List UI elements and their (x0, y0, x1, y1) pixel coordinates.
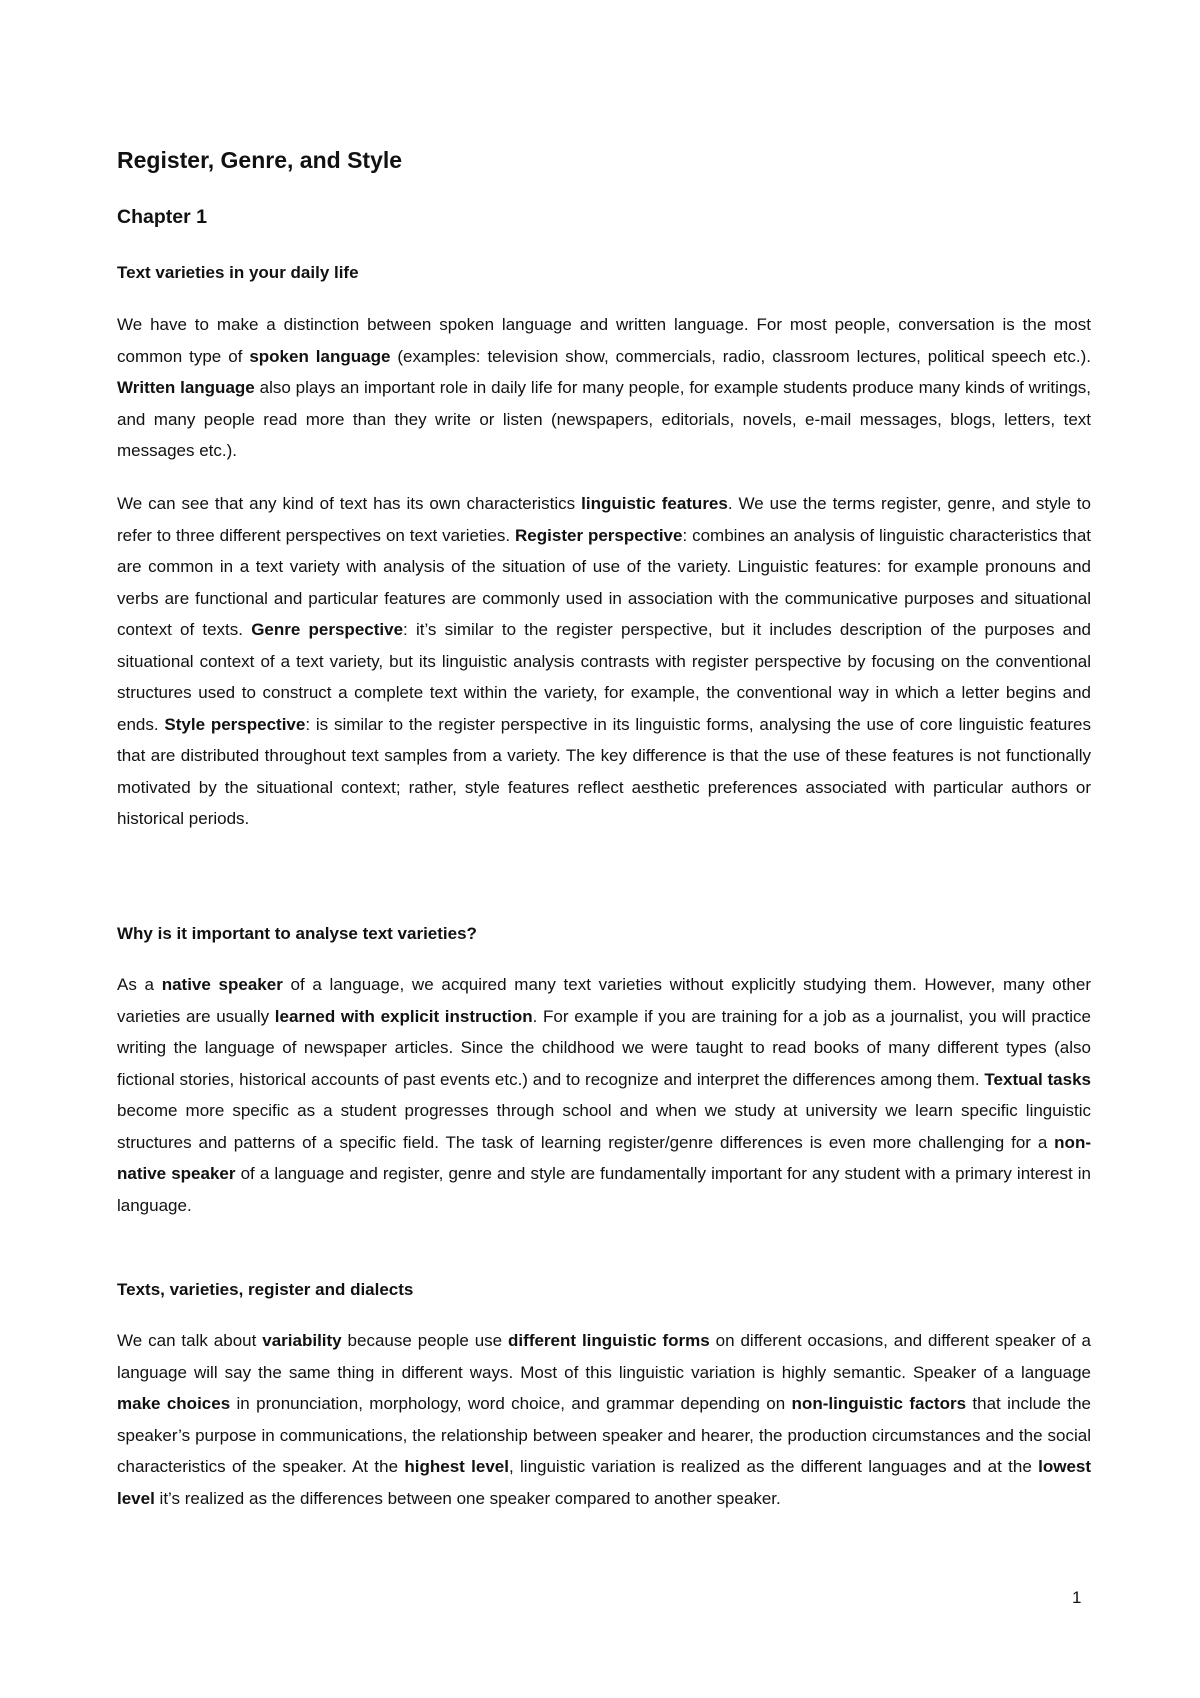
text-run: . For example if you are training for a job as a journalist, you will practice writing the language of newspaper articles. Since the childhood we were taught to read books of many different types (also fictional stories, historical accounts of past events etc.) and to recognize and interpret the differences among them. (117, 1006, 1092, 1089)
document-page (117, 0, 1091, 1698)
text-run: of a language, we acquired many text varieties without explicitly studying them. However, many other varieties are usually (117, 975, 1091, 1026)
text-run: because people use (341, 1331, 509, 1350)
text-run: As a (117, 975, 162, 994)
text-run: We have to make a distinction between spoken language and written language. For most people, conversation is the most common type of (117, 315, 1091, 366)
bold-term: native speaker (161, 975, 283, 994)
bold-term: highest level (404, 1457, 509, 1476)
text-run: We can see that any kind of text has its own characteristics (117, 494, 582, 513)
text-run: . We use the terms register, genre, and style to refer to three different perspectives on text varieties. (117, 494, 1091, 545)
text-run: , linguistic variation is realized as the different languages and at the (508, 1457, 1039, 1476)
text-run: it’s realized as the differences between one speaker compared to another speaker. (154, 1488, 781, 1508)
section-heading-text-varieties: Text varieties in your daily life (117, 263, 359, 282)
text-run: of a language and register, genre and style are fundamentally important for any student with a primary interest in language. (117, 1164, 1091, 1215)
text-run: on different occasions, and different speaker of a language will say the same thing in different ways. Most of this linguistic variation is highly semantic. Speaker of a language (117, 1331, 1092, 1382)
bold-term: make choices (117, 1394, 231, 1413)
bold-term: spoken language (249, 346, 391, 366)
text-run: : it’s similar to the register perspective, but it includes description of the purposes and situational context of a text variety, but its linguistic analysis contrasts with register perspective by focusing on the conventional structures used to construct a complete text within the variety, for example, the conventional way in which a letter begins and ends. (117, 620, 1092, 734)
paragraph-native-speaker (117, 969, 1091, 1221)
bold-term: learned with explicit instruction (274, 1006, 533, 1026)
paragraph-variability (117, 1325, 1091, 1514)
bold-term: Register perspective (515, 525, 683, 545)
document-title: Register, Genre, and Style (117, 147, 403, 173)
bold-term: non-linguistic factors (791, 1394, 967, 1413)
text-run: : combines an analysis of linguistic characteristics that are common in a text variety with analysis of the situation of use of the variety. Linguistic features: for example pronouns and verbs are functional and particular features are commonly used in association with the communicative purposes and situational context of texts. (117, 525, 1091, 639)
bold-term: Style perspective (164, 714, 306, 734)
section-heading-texts-varieties: Texts, varieties, register and dialects (117, 1280, 414, 1299)
bold-term: linguistic features (581, 494, 728, 513)
bold-term: non-native speaker (117, 1132, 1091, 1183)
text-run: We can talk about (117, 1331, 263, 1350)
bold-term: Written language (117, 378, 255, 397)
text-run: : is similar to the register perspective in its linguistic forms, analysing the use of core linguistic features that are distributed throughout text samples from a variety. The key difference is that the use of these features is not functionally motivated by the situational context; rather, style features reflect aesthetic preferences associated with particular authors or historical periods. (117, 714, 1091, 828)
paragraph-perspectives (117, 488, 1091, 835)
chapter-heading: Chapter 1 (117, 206, 207, 228)
bold-term: Textual tasks (984, 1069, 1091, 1089)
bold-term: lowest level (117, 1457, 1092, 1508)
text-run: also plays an important role in daily life for many people, for example students produce many kinds of writings, and many people read more than they write or listen (newspapers, editorials, novels, e-mail messages, blogs, letters, text messages etc.). (117, 378, 1092, 460)
text-run: become more specific as a student progresses through school and when we study at university we learn specific linguistic structures and patterns of a specific field. The task of learning register/genre differences is even more challenging for a (117, 1101, 1091, 1152)
text-run: (examples: television show, commercials, radio, classroom lectures, political speech etc.). (390, 346, 1091, 366)
bold-term: variability (262, 1331, 342, 1350)
bold-term: Genre perspective (251, 620, 404, 639)
page-number: 1 (1072, 1588, 1082, 1607)
bold-term: different linguistic forms (508, 1331, 710, 1350)
paragraph-spoken-written (117, 309, 1091, 467)
text-run: that include the speaker’s purpose in communications, the relationship between speaker and hearer, the production circumstances and the social characteristics of the speaker. At the (117, 1394, 1091, 1476)
section-heading-why-important: Why is it important to analyse text varieties? (117, 924, 477, 943)
text-run: in pronunciation, morphology, word choice, and grammar depending on (230, 1394, 792, 1413)
